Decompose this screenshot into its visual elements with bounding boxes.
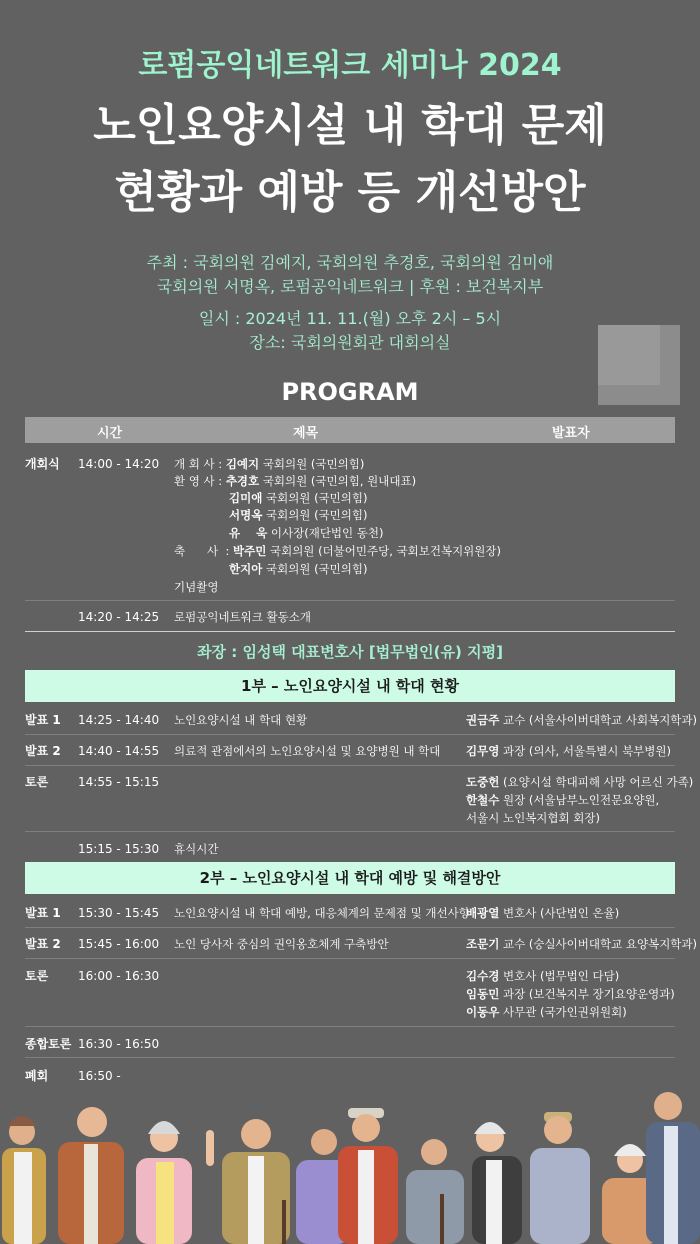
elderly-person-figure — [646, 1092, 700, 1244]
part1-heading: 1부 – 노인요양시설 내 학대 현황 — [25, 670, 675, 702]
part1-row2-time: 14:40 - 14:55 — [78, 744, 160, 758]
photo-session: 기념촬영 — [174, 580, 219, 594]
elderly-people-illustration — [0, 1090, 700, 1244]
divider — [25, 1026, 675, 1027]
page-title-line1: 노인요양시설 내 학대 문제 — [93, 100, 607, 151]
chair: 좌장 : 임성택 대표변호사 [법무법인(유) 지평] — [197, 643, 503, 661]
opening-line: 김미애 국회의원 (국민의힘) — [229, 491, 368, 505]
opening-line: 서명옥 국회의원 (국민의힘) — [229, 508, 368, 522]
elderly-person-figure — [222, 1119, 290, 1244]
decorative-square-inner — [598, 325, 660, 385]
seminar-subtitle: 로펌공익네트워크 세미나 2024 — [138, 48, 562, 83]
divider — [25, 765, 675, 766]
closing-time: 16:50 - — [78, 1069, 121, 1083]
elderly-person-figure — [406, 1139, 464, 1244]
program-table-header — [25, 417, 675, 443]
column-title: 제목 — [293, 426, 319, 441]
part1-row1-speaker: 권금주 교수 (서울사이버대학교 사회복지학과) — [466, 713, 698, 727]
general-discussion-time: 16:30 - 16:50 — [78, 1037, 160, 1051]
part1-row1-title: 노인요양시설 내 학대 현황 — [174, 713, 308, 727]
intro-time: 14:20 - 14:25 — [78, 610, 160, 624]
opening-line: 축 사 : 박주민 국회의원 (더불어민주당, 국회보건복지위원장) — [174, 544, 501, 558]
part1-row3-label: 토론 — [25, 775, 49, 789]
divider — [25, 958, 675, 959]
part1-row3-speaker: 한철수 원장 (서울남부노인전문요양원, — [466, 793, 660, 807]
part2-row3-speaker: 임동민 과장 (보건복지부 장기요양운영과) — [466, 987, 675, 1001]
part1-row2-label: 발표 2 — [25, 744, 61, 758]
opening-line: 한지아 국회의원 (국민의힘) — [229, 562, 368, 576]
part1-row3-time: 14:55 - 15:15 — [78, 775, 160, 789]
part1-row1-label: 발표 1 — [25, 713, 61, 727]
part2-row2-label: 발표 2 — [25, 937, 61, 951]
page-title-line2: 현황과 예방 등 개선방안 — [114, 167, 586, 218]
elderly-person-figure — [2, 1116, 46, 1244]
part2-row1-speaker: 배광열 변호사 (사단법인 온율) — [466, 906, 620, 920]
divider — [25, 831, 675, 832]
host-line1: 주최 : 국회의원 김예지, 국회의원 추경호, 국회의원 김미애 — [146, 253, 554, 272]
part2-row2-time: 15:45 - 16:00 — [78, 937, 160, 951]
host-line2: 국회의원 서명옥, 로펌공익네트워크 | 후원 : 보건복지부 — [156, 277, 544, 296]
intro-title: 로펌공익네트워크 활동소개 — [174, 610, 311, 624]
divider — [25, 927, 675, 928]
column-speaker: 발표자 — [552, 426, 590, 441]
elderly-person-figure — [58, 1107, 124, 1244]
general-discussion-label: 종합토론 — [25, 1037, 72, 1051]
divider — [25, 600, 675, 601]
column-time: 시간 — [97, 426, 123, 441]
part2-row1-label: 발표 1 — [25, 906, 61, 920]
program-heading: PROGRAM — [281, 378, 419, 406]
opening-line: 유 욱 이사장(재단법인 동천) — [229, 526, 384, 540]
part1-row1-time: 14:25 - 14:40 — [78, 713, 160, 727]
part2-row2-title: 노인 당사자 중심의 권익옹호체계 구축방안 — [174, 937, 389, 951]
part2-heading: 2부 – 노인요양시설 내 학대 예방 및 해결방안 — [25, 862, 675, 894]
part1-row3-speaker: 도중헌 (요양시설 학대피해 사망 어르신 가족) — [466, 775, 694, 789]
part1-row2-title: 의료적 관점에서의 노인요양시설 및 요양병원 내 학대 — [174, 744, 441, 758]
part2-row2-speaker: 조문기 교수 (숭실사이버대학교 요양복지학과) — [466, 937, 698, 951]
elderly-person-figure — [136, 1121, 214, 1244]
event-venue: 장소: 국회의원회관 대회의실 — [249, 333, 451, 352]
part2-row3-time: 16:00 - 16:30 — [78, 969, 160, 983]
closing-label: 폐회 — [25, 1069, 49, 1083]
part2-row3-label: 토론 — [25, 969, 49, 983]
part2-row3-speaker: 김수경 변호사 (법무법인 다담) — [466, 969, 620, 983]
part2-row3-speaker: 이동우 사무관 (국가인권위원회) — [466, 1005, 627, 1019]
divider — [25, 734, 675, 735]
part1-row3-speaker: 서울시 노인복지협회 회장) — [466, 811, 600, 825]
part1-row2-speaker: 김무영 과장 (의사, 서울특별시 북부병원) — [466, 744, 671, 758]
elderly-person-figure — [530, 1112, 590, 1244]
part2-row1-title: 노인요양시설 내 학대 예방, 대응체계의 문제점 및 개선사항 — [174, 906, 470, 920]
elderly-person-figure — [338, 1108, 398, 1244]
divider — [25, 631, 675, 632]
part2-row1-time: 15:30 - 15:45 — [78, 906, 160, 920]
opening-time: 14:00 - 14:20 — [78, 457, 160, 471]
divider — [25, 1057, 675, 1058]
break-time: 15:15 - 15:30 — [78, 842, 160, 856]
opening-line: 환 영 사 : 추경호 국회의원 (국민의힘, 원내대표) — [174, 474, 417, 488]
opening-label: 개회식 — [25, 457, 60, 471]
event-date: 일시 : 2024년 11. 11.(월) 오후 2시 – 5시 — [198, 309, 502, 328]
elderly-person-figure — [472, 1122, 522, 1244]
break-title: 휴식시간 — [174, 842, 219, 856]
opening-line: 개 회 사 : 김예지 국회의원 (국민의힘) — [174, 457, 365, 471]
